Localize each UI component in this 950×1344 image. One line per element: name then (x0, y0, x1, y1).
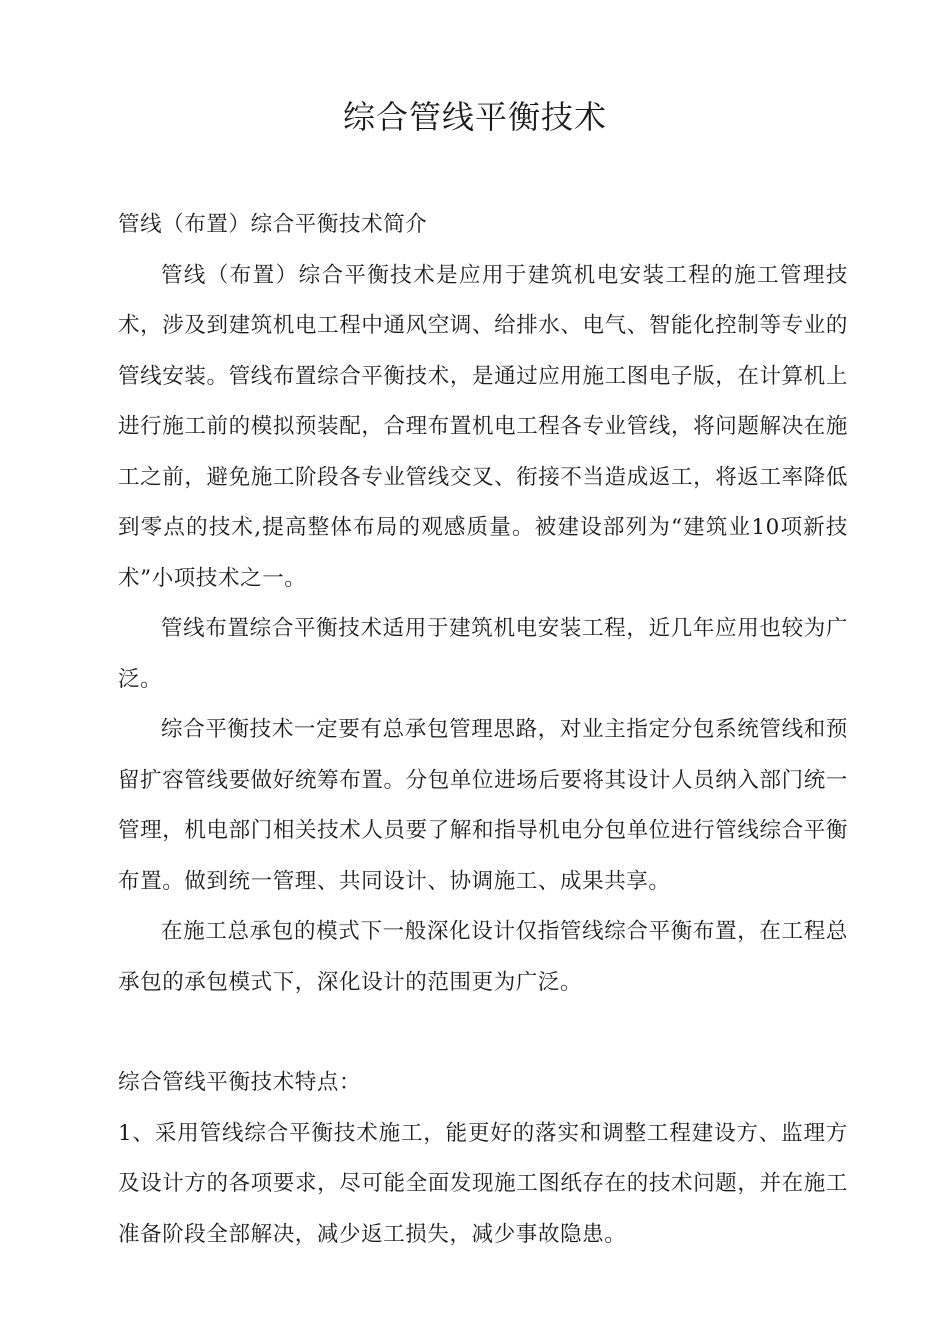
section-heading-features: 综合管线平衡技术特点： (118, 1070, 362, 1095)
paragraph-intro-2: 管线布置综合平衡技术适用于建筑机电安装工程，近几年应用也较为广泛。 (118, 616, 848, 692)
document-title: 综合管线平衡技术 (342, 98, 607, 136)
paragraph-intro-3: 综合平衡技术一定要有总承包管理思路，对业主指定分包系统管线和预留扩容管线要做好统筹布置。分包单位进场后要将其设计人员纳入部门统一管理，机电部门相关技术人员要了解和指导机电分包单位进行管线综合平衡布置。做到统一管理、共同设计、协调施工、成果共享。 (118, 717, 848, 894)
document-body (118, 200, 848, 1260)
paragraph-intro-4: 在施工总承包的模式下一般深化设计仅指管线综合平衡布置，在工程总承包的承包模式下，深化设计的范围更为广泛。 (118, 919, 848, 995)
section-spacer (118, 1008, 848, 1058)
feature-item-1: 1、采用管线综合平衡技术施工，能更好的落实和调整工程建设方、监理方及设计方的各项要求，尽可能全面发现施工图纸存在的技术问题，并在施工准备阶段全部解决，减少返工损失，减少事故隐患。 (118, 1120, 848, 1247)
section-heading-intro: 管线（布置）综合平衡技术简介 (118, 212, 428, 237)
paragraph-intro-1: 管线（布置）综合平衡技术是应用于建筑机电安装工程的施工管理技术，涉及到建筑机电工程中通风空调、给排水、电气、智能化控制等专业的管线安装。管线布置综合平衡技术，是通过应用施工图电子版，在计算机上进行施工前的模拟预装配，合理布置机电工程各专业管线，将问题解决在施工之前，避免施工阶段各专业管线交叉、衔接不当造成返工，将返工率降低到零点的技术,提高整体布局的观感质量。被建设部列为“建筑业10项新技术”小项技术之一。 (118, 262, 848, 591)
